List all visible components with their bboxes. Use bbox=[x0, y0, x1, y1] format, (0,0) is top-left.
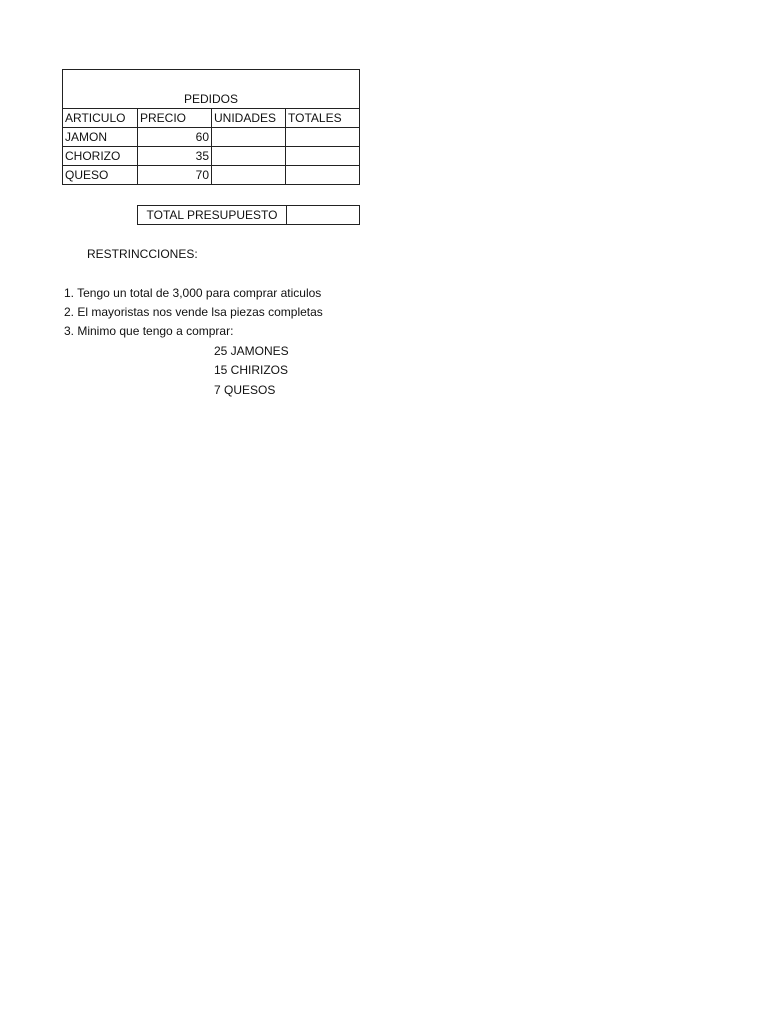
minimum-item: 15 CHIRIZOS bbox=[214, 363, 289, 377]
table-row bbox=[63, 166, 359, 184]
cell-totales[interactable] bbox=[286, 147, 359, 165]
total-presupuesto-value[interactable] bbox=[287, 206, 359, 224]
cell-totales[interactable] bbox=[286, 166, 359, 184]
cell-unidades[interactable] bbox=[212, 128, 286, 146]
header-unidades[interactable]: UNIDADES bbox=[212, 109, 286, 127]
table-title: PEDIDOS bbox=[183, 92, 238, 106]
cell-precio[interactable]: 70 bbox=[138, 166, 212, 184]
minimum-item: 25 JAMONES bbox=[214, 344, 289, 358]
minimum-item: 7 QUESOS bbox=[214, 383, 276, 397]
cell-unidades[interactable] bbox=[212, 147, 286, 165]
restrictions-heading: RESTRINCCIONES: bbox=[87, 247, 198, 261]
restriction-item: 1. Tengo un total de 3,000 para comprar aticulos bbox=[64, 286, 322, 300]
cell-articulo[interactable]: QUESO bbox=[63, 166, 138, 184]
table-title-cell[interactable] bbox=[63, 70, 359, 109]
cell-totales[interactable] bbox=[286, 128, 359, 146]
table-row bbox=[63, 128, 359, 147]
restriction-item: 2. El mayoristas nos vende lsa piezas completas bbox=[64, 305, 323, 319]
cell-precio[interactable]: 60 bbox=[138, 128, 212, 146]
table-row bbox=[63, 147, 359, 166]
header-row bbox=[63, 109, 359, 128]
cell-articulo[interactable]: JAMON bbox=[63, 128, 138, 146]
total-presupuesto-label[interactable]: TOTAL PRESUPUESTO bbox=[138, 206, 287, 224]
cell-precio[interactable]: 35 bbox=[138, 147, 212, 165]
header-articulo[interactable]: ARTICULO bbox=[63, 109, 138, 127]
header-precio[interactable]: PRECIO bbox=[138, 109, 212, 127]
total-presupuesto-box bbox=[137, 205, 360, 225]
orders-table bbox=[62, 69, 360, 185]
cell-articulo[interactable]: CHORIZO bbox=[63, 147, 138, 165]
cell-unidades[interactable] bbox=[212, 166, 286, 184]
header-totales[interactable]: TOTALES bbox=[288, 111, 342, 125]
restriction-item: 3. Minimo que tengo a comprar: bbox=[64, 324, 234, 338]
